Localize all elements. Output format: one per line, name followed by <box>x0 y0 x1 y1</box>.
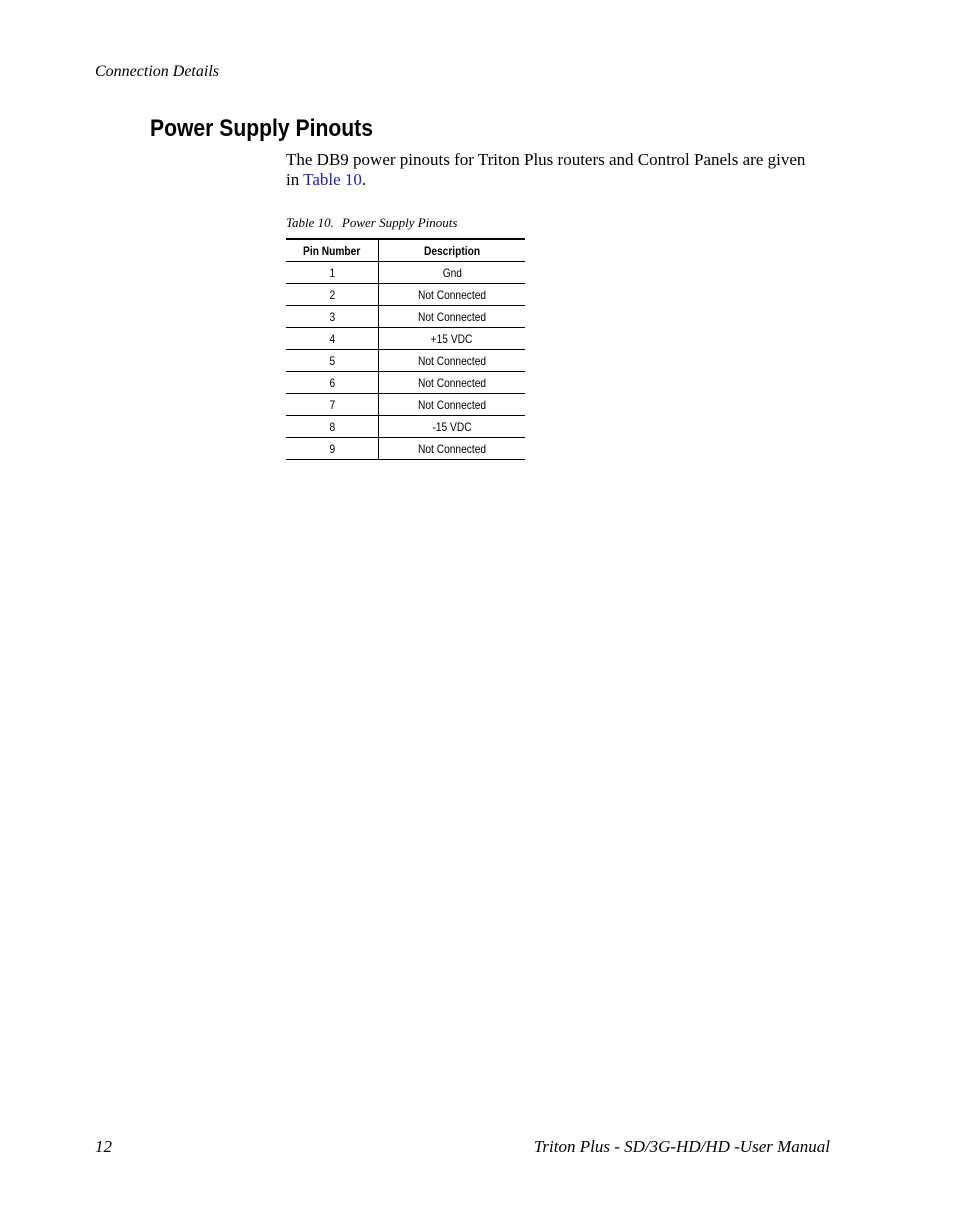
pin-number-cell: 8 <box>286 416 379 438</box>
intro-text: The DB9 power pinouts for Triton Plus routers and Control Panels are given in <box>286 150 806 189</box>
table-row <box>286 306 525 328</box>
description-cell: Not Connected <box>379 438 526 460</box>
table-row <box>286 284 525 306</box>
table-row <box>286 262 525 284</box>
power-supply-pinouts-table <box>286 238 525 460</box>
description-cell: -15 VDC <box>379 416 526 438</box>
pin-number-cell: 7 <box>286 394 379 416</box>
pin-number-cell: 5 <box>286 350 379 372</box>
column-header-description: Description <box>379 239 526 262</box>
table-row <box>286 394 525 416</box>
intro-text-end: . <box>361 170 367 189</box>
table-caption-title: Power Supply Pinouts <box>341 215 458 230</box>
pin-number-cell: 3 <box>286 306 379 328</box>
description-cell: Not Connected <box>379 394 526 416</box>
pin-number-cell: 4 <box>286 328 379 350</box>
page-number: 12 <box>95 1137 112 1156</box>
description-cell: Not Connected <box>379 306 526 328</box>
table-row <box>286 438 525 460</box>
table-header-row <box>286 239 525 262</box>
description-cell: Gnd <box>379 262 526 284</box>
table-caption <box>286 215 457 231</box>
description-cell: Not Connected <box>379 350 526 372</box>
footer-manual-title: Triton Plus - SD/3G-HD/HD -User Manual <box>533 1137 830 1156</box>
section-title: Power Supply Pinouts <box>150 115 373 142</box>
running-header: Connection Details <box>95 63 219 80</box>
table-10-link[interactable]: Table 10 <box>303 170 362 189</box>
table-row <box>286 350 525 372</box>
table-row <box>286 372 525 394</box>
pin-number-cell: 9 <box>286 438 379 460</box>
intro-paragraph <box>286 150 816 190</box>
table-row <box>286 328 525 350</box>
table-caption-label: Table 10. <box>286 215 334 230</box>
pin-number-cell: 6 <box>286 372 379 394</box>
description-cell: +15 VDC <box>379 328 526 350</box>
column-header-pin-number: Pin Number <box>286 239 379 262</box>
description-cell: Not Connected <box>379 284 526 306</box>
pin-number-cell: 2 <box>286 284 379 306</box>
pin-number-cell: 1 <box>286 262 379 284</box>
description-cell: Not Connected <box>379 372 526 394</box>
table-row <box>286 416 525 438</box>
